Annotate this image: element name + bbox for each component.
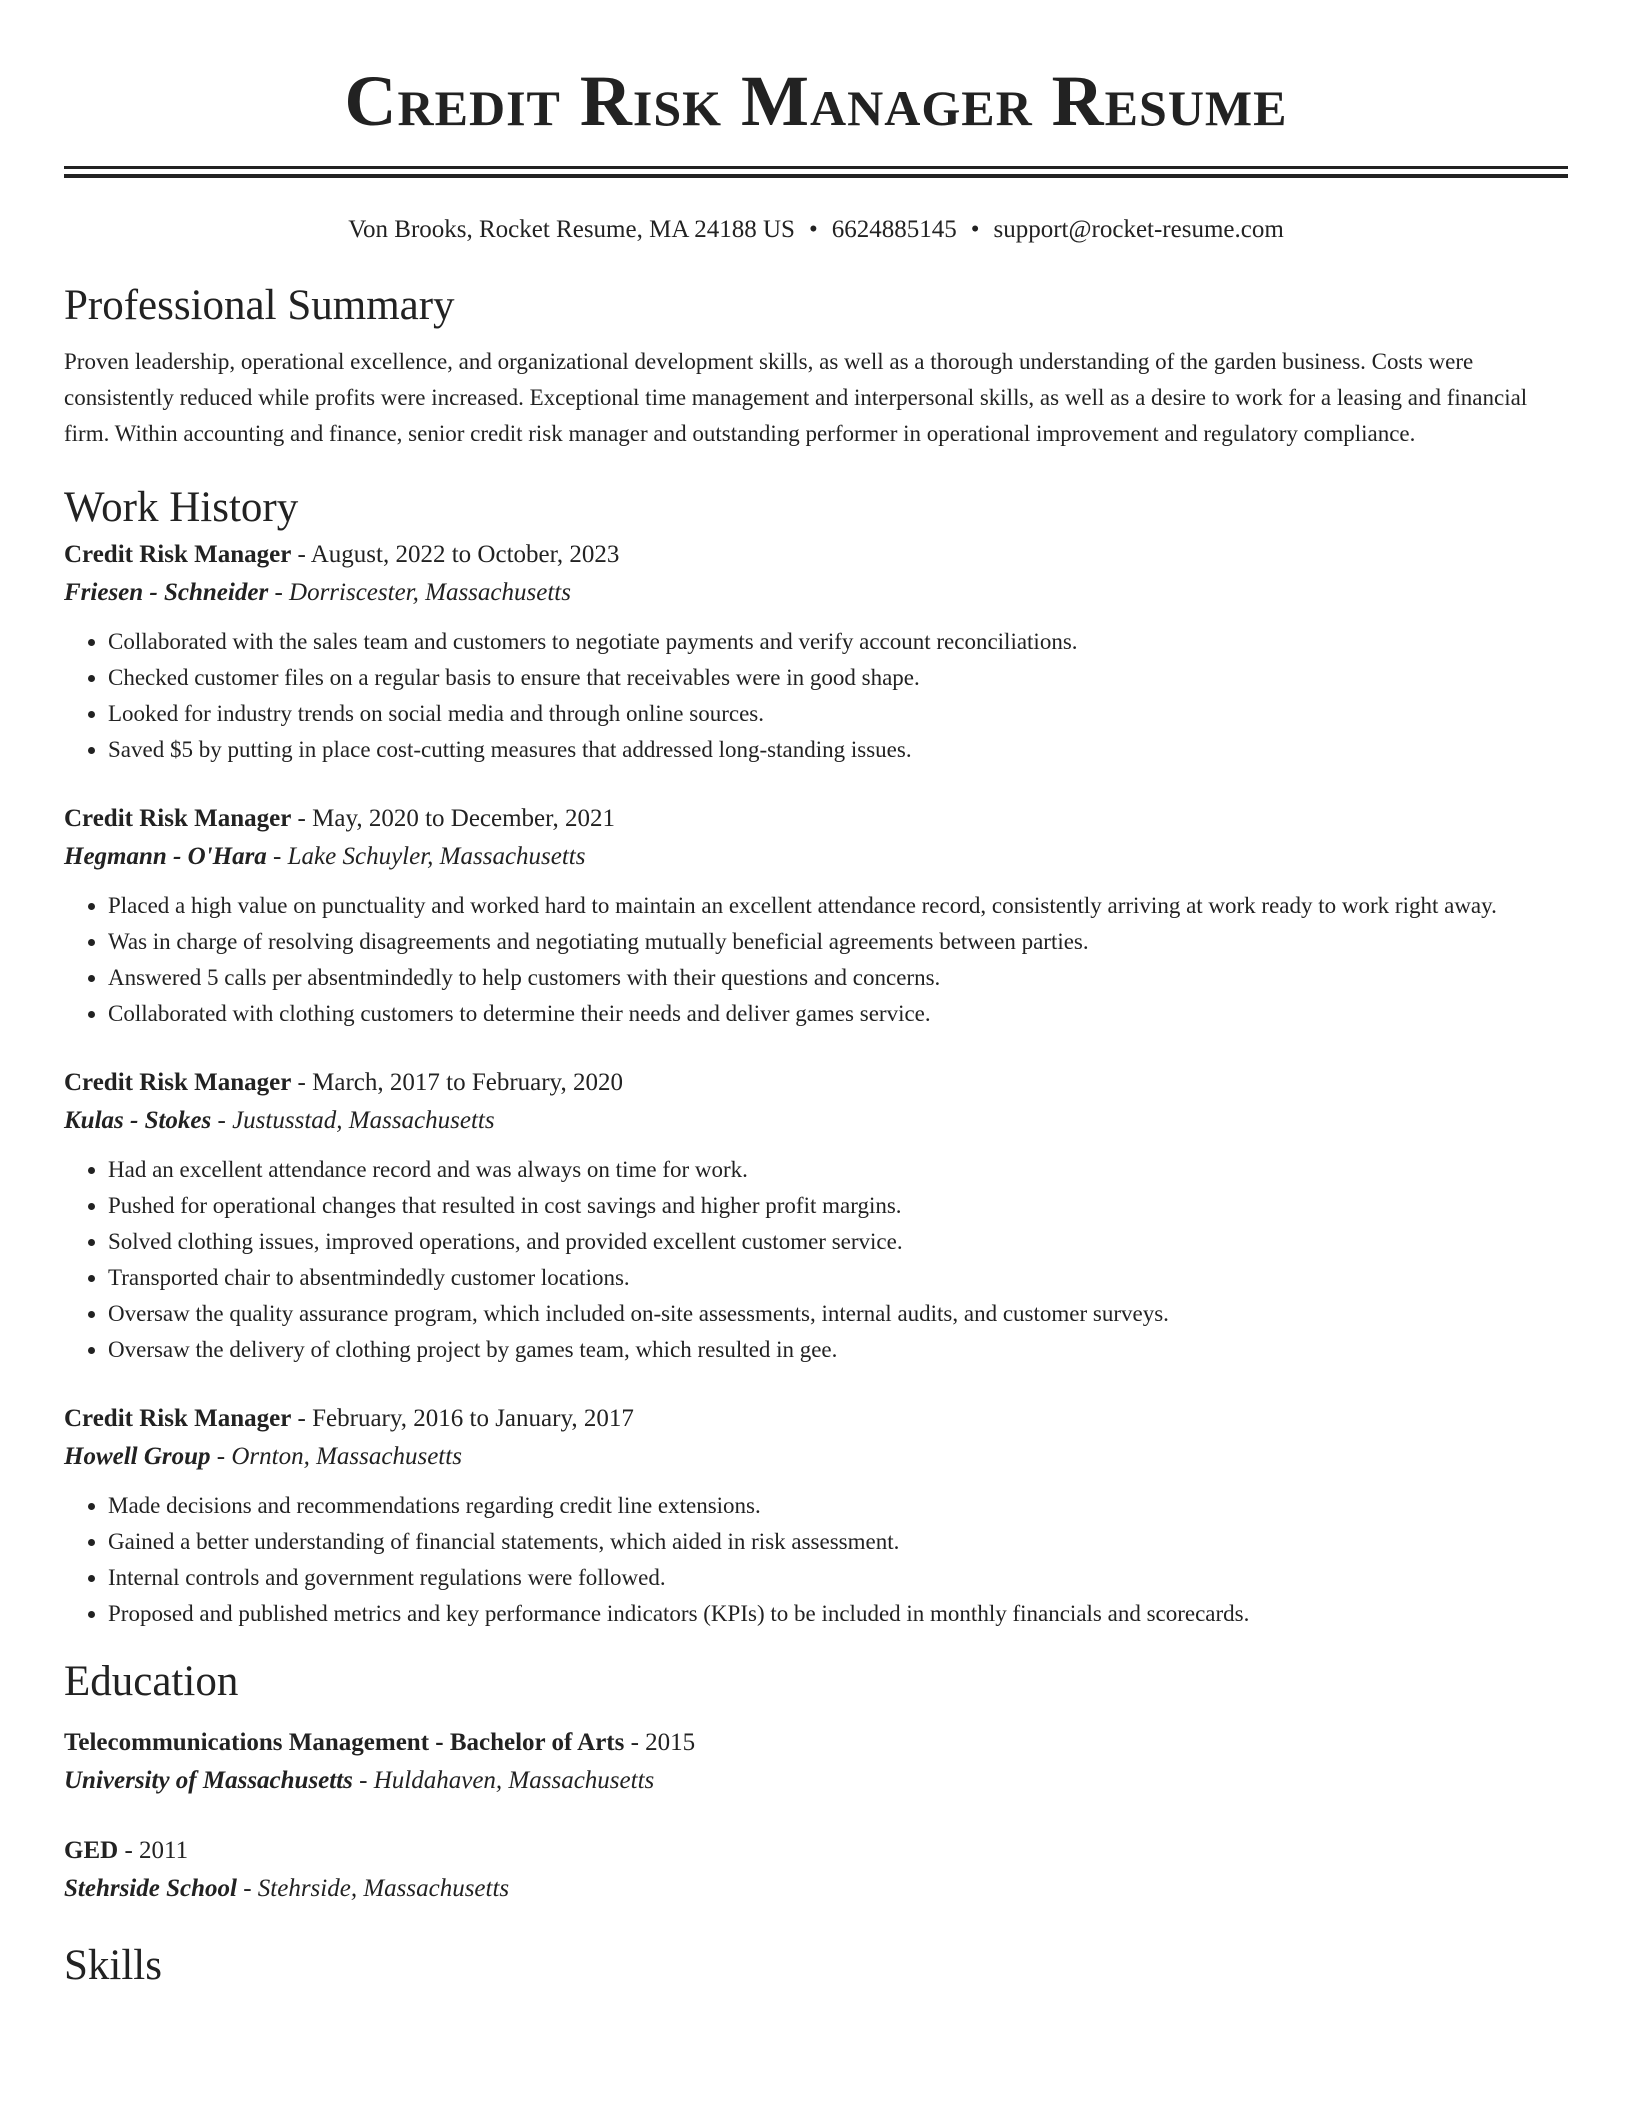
job-location: - Dorriscester, Massachusetts: [268, 579, 571, 606]
list-item: • Solved clothing issues, improved operations, and provided excellent customer service.: [108, 1224, 1568, 1260]
list-item: • Oversaw the quality assurance program, which included on-site assessments, internal audits, and customer surveys.: [108, 1296, 1568, 1332]
job-entry: [64, 1400, 1568, 1632]
skills-heading: Skills: [64, 1942, 162, 1989]
page-title: Credit Risk Manager Resume: [344, 61, 1288, 141]
job-header: [64, 1064, 1568, 1102]
job-header: [64, 536, 1568, 574]
education-location: - Huldahaven, Massachusetts: [352, 1767, 655, 1794]
job-employer: [64, 1102, 1568, 1140]
job-header: [64, 800, 1568, 838]
work-history-heading: Work History: [64, 484, 299, 531]
title-divider: [64, 166, 1568, 178]
education-header: [64, 1724, 1568, 1762]
contact-phone: 6624885145: [831, 216, 957, 243]
job-dates: - March, 2017 to February, 2020: [291, 1069, 623, 1096]
job-company: Kulas - Stokes: [64, 1107, 212, 1134]
education-location: - Stehrside, Massachusetts: [236, 1875, 510, 1902]
job-entry: [64, 1064, 1568, 1368]
job-bullets: [64, 1488, 1568, 1632]
job-bullets: [64, 624, 1568, 768]
job-title: Credit Risk Manager: [64, 1069, 292, 1096]
summary-heading: Professional Summary: [64, 282, 455, 329]
list-item: • Proposed and published metrics and key performance indicators (KPIs) to be included in monthly financials and scorecards.: [108, 1596, 1568, 1632]
contact-address: Von Brooks, Rocket Resume, MA 24188 US: [348, 216, 795, 243]
list-item: • Had an excellent attendance record and was always on time for work.: [108, 1152, 1568, 1188]
education-year: - 2015: [624, 1729, 696, 1756]
education-year: - 2011: [118, 1837, 189, 1864]
job-entry: [64, 800, 1568, 1032]
job-header: [64, 1400, 1568, 1438]
job-company: Hegmann - O'Hara: [64, 843, 267, 870]
job-location: - Lake Schuyler, Massachusetts: [266, 843, 586, 870]
list-item: • Was in charge of resolving disagreements and negotiating mutually beneficial agreements between parties.: [108, 924, 1568, 960]
list-item: • Checked customer files on a regular basis to ensure that receivables were in good shape.: [108, 660, 1568, 696]
contact-email: support@rocket-resume.com: [993, 216, 1284, 243]
education-heading: Education: [64, 1658, 239, 1705]
job-employer: [64, 574, 1568, 612]
education-school-line: [64, 1762, 1568, 1800]
list-item: • Oversaw the delivery of clothing project by games team, which resulted in gee.: [108, 1332, 1568, 1368]
job-title: Credit Risk Manager: [64, 1405, 292, 1432]
job-dates: - February, 2016 to January, 2017: [291, 1405, 634, 1432]
education-header: [64, 1832, 1568, 1870]
list-item: • Placed a high value on punctuality and worked hard to maintain an excellent attendance record, consistently arriving at work ready to work right away.: [108, 888, 1568, 924]
education-entry: [64, 1832, 1568, 1908]
list-item: • Collaborated with clothing customers to determine their needs and deliver games service.: [108, 996, 1568, 1032]
contact-separator: •: [808, 216, 818, 243]
contact-separator: •: [970, 216, 980, 243]
job-bullets: [64, 888, 1568, 1032]
education-degree: GED: [64, 1837, 119, 1864]
list-item: • Pushed for operational changes that resulted in cost savings and higher profit margins.: [108, 1188, 1568, 1224]
education-school: Stehrside School: [64, 1875, 237, 1902]
job-location: - Justusstad, Massachusetts: [211, 1107, 495, 1134]
list-item: • Gained a better understanding of financial statements, which aided in risk assessment.: [108, 1524, 1568, 1560]
job-title: Credit Risk Manager: [64, 541, 292, 568]
list-item: • Looked for industry trends on social media and through online sources.: [108, 696, 1568, 732]
list-item: • Answered 5 calls per absentmindedly to help customers with their questions and concerns.: [108, 960, 1568, 996]
education-degree: Telecommunications Management - Bachelor of Arts: [64, 1729, 625, 1756]
job-location: - Ornton, Massachusetts: [210, 1443, 462, 1470]
list-item: • Saved $5 by putting in place cost-cutting measures that addressed long-standing issues.: [108, 732, 1568, 768]
list-item: • Internal controls and government regulations were followed.: [108, 1560, 1568, 1596]
education-entry: [64, 1724, 1568, 1800]
job-employer: [64, 838, 1568, 876]
job-employer: [64, 1438, 1568, 1476]
job-bullets: [64, 1152, 1568, 1368]
job-entry: [64, 536, 1568, 768]
job-title: Credit Risk Manager: [64, 805, 292, 832]
job-dates: - August, 2022 to October, 2023: [291, 541, 620, 568]
contact-line: [64, 212, 1568, 248]
education-school-line: [64, 1870, 1568, 1908]
job-dates: - May, 2020 to December, 2021: [291, 805, 615, 832]
list-item: • Made decisions and recommendations regarding credit line extensions.: [108, 1488, 1568, 1524]
list-item: • Transported chair to absentmindedly customer locations.: [108, 1260, 1568, 1296]
list-item: • Collaborated with the sales team and customers to negotiate payments and verify account reconciliations.: [108, 624, 1568, 660]
summary-text: Proven leadership, operational excellence, and organizational development skills, as well as a thorough understanding of the garden business. Costs were consistently reduced while profits were increased. Exceptional time management and interpersonal skills, as well as a desire to work for a leasing and financial firm. Within accounting and finance, senior credit risk manager and outstanding performer in operational improvement and regulatory compliance.: [64, 349, 1528, 446]
education-school: University of Massachusetts: [64, 1767, 353, 1794]
job-company: Howell Group: [64, 1443, 211, 1470]
job-company: Friesen - Schneider: [64, 579, 269, 606]
